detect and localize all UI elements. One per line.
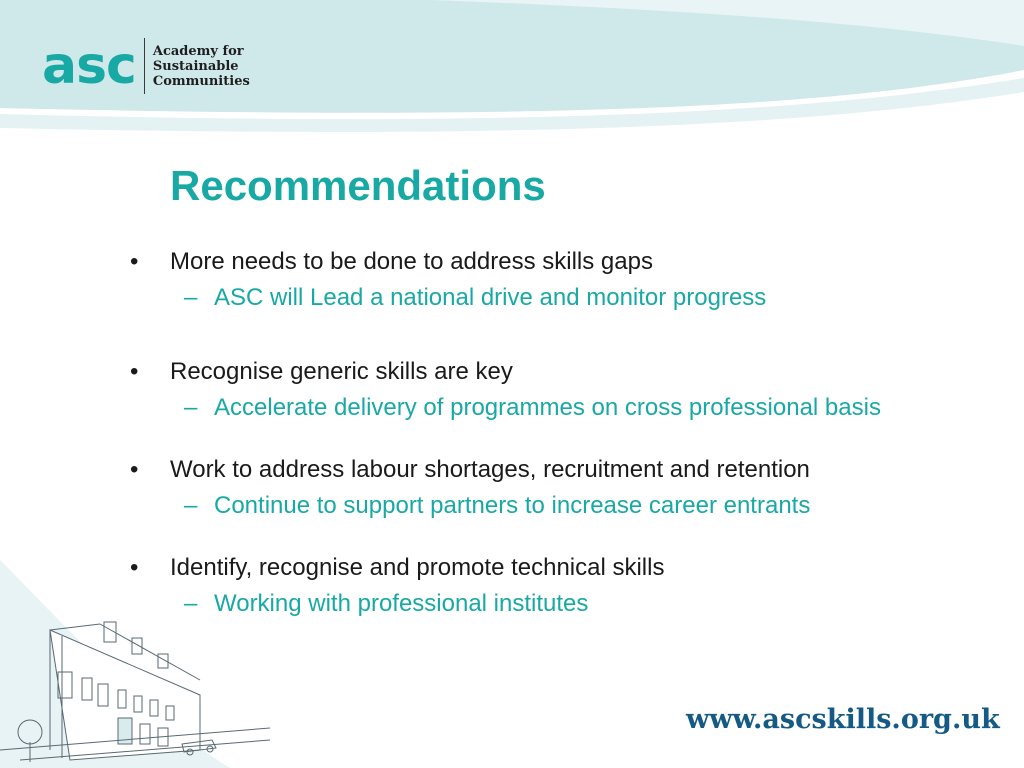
bullet-item: • More needs to be done to address skills gaps [130, 248, 1020, 284]
sub-bullet-text: Accelerate delivery of programmes on cross professional basis [214, 394, 881, 421]
logo-divider [144, 38, 145, 94]
logo-line-3: Communities [152, 73, 250, 89]
website-url[interactable]: www.ascskills.org.uk [686, 704, 1000, 735]
bullet-item: • Recognise generic skills are key [130, 358, 1020, 394]
sub-bullet-item: – Working with professional institutes [184, 590, 1020, 626]
asc-logo [42, 36, 250, 96]
logo-text [153, 44, 250, 89]
bullet-list [130, 248, 1020, 626]
sub-bullet-text: Continue to support partners to increase career entrants [214, 492, 811, 519]
sub-bullet-item: – Continue to support partners to increase career entrants [184, 492, 1020, 554]
logo-line-1: Academy for [152, 43, 244, 59]
sub-bullet-item: – Accelerate delivery of programmes on cross professional basis [184, 394, 1020, 456]
slide-title: Recommendations [170, 162, 546, 209]
sub-bullet-text: ASC will Lead a national drive and monitor progress [214, 284, 767, 311]
bullet-text: Recognise generic skills are key [170, 358, 513, 385]
bullet-text: Identify, recognise and promote technical skills [170, 554, 665, 581]
bullet-item: • Work to address labour shortages, recruitment and retention [130, 456, 1020, 492]
bullet-text: More needs to be done to address skills gaps [170, 248, 653, 275]
sub-bullet-text: Working with professional institutes [214, 590, 589, 617]
logo-line-2: Sustainable [152, 58, 239, 74]
sub-bullet-item: – ASC will Lead a national drive and monitor progress [184, 284, 1020, 358]
bullet-item: • Identify, recognise and promote technical skills [130, 554, 1020, 590]
bullet-text: Work to address labour shortages, recruitment and retention [170, 456, 810, 483]
street-sketch-illustration [0, 600, 270, 768]
logo-mark: asc [42, 36, 136, 96]
